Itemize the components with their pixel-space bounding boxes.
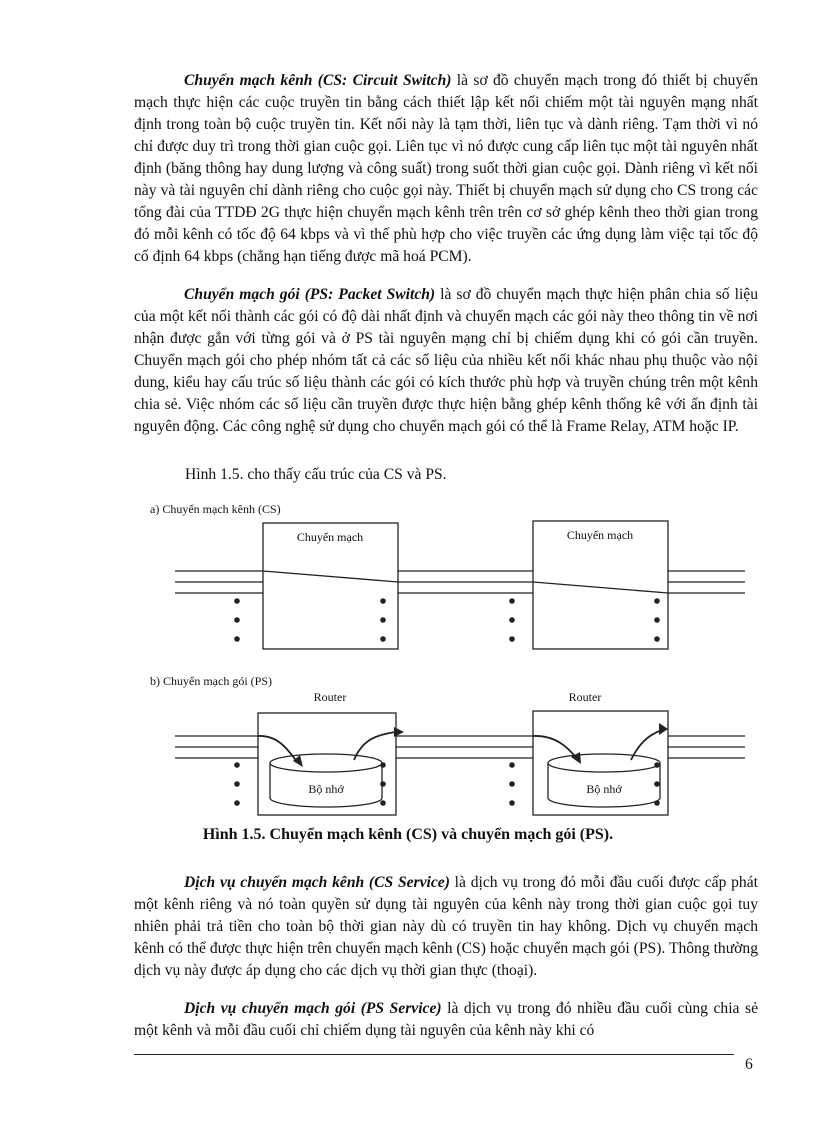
paragraph-body: là dịch vụ trong đó mỗi đầu cuối được cấp phát một kênh riêng và nó toàn quyền sử dụng tài nguyên của kênh này trong thời gian cuộc gọi tuy nhiên phải trả tiền cho toàn bộ thời gian này dù có truyền tin hay không. Dịch vụ chuyển mạch kênh có thể được thực hiện trên chuyển mạch kênh (CS) hoặc chuyển mạch gói (PS). Thông thường dịch vụ này được áp dụng cho các dịch vụ thời gian thực (thoại). — [134, 874, 758, 979]
term-cs-service: Dịch vụ chuyển mạch kênh (CS Service) — [184, 874, 450, 891]
term-ps-service: Dịch vụ chuyển mạch gói (PS Service) — [184, 1000, 442, 1017]
page-number: 6 — [745, 1056, 753, 1073]
ps-router-label-2: Router — [568, 690, 602, 704]
paragraph-circuit-switch — [134, 70, 758, 268]
cs-trunk-lines — [175, 571, 745, 593]
cs-ellipsis-dots — [234, 598, 660, 642]
paragraph-ps-service — [134, 998, 758, 1042]
term-packet-switch: Chuyển mạch gói (PS: Packet Switch) — [184, 286, 436, 303]
figure-caption: Hình 1.5. Chuyển mạch kênh (CS) và chuyển mạch gói (PS). — [202, 826, 614, 843]
ps-section-label: b) Chuyển mạch gói (PS) — [150, 674, 272, 688]
cs-section-label: a) Chuyển mạch kênh (CS) — [150, 502, 281, 516]
figure-cs-ps-diagram — [140, 495, 760, 825]
memory-cylinder-2 — [548, 754, 660, 807]
cs-switch-label-2: Chuyển mạch — [566, 528, 634, 542]
paragraph-body: là sơ đồ chuyển mạch trong đó thiết bị chuyển mạch thực hiện các cuộc truyền tin bằng cách thiết lập kết nối chiếm một tài nguyên mạng nhất định trong toàn bộ cuộc truyền tin. Kết nối này là tạm thời, liên tục và dành riêng. Tạm thời vì nó chỉ được duy trì trong thời gian cuộc gọi. Liên tục vì nó được cung cấp liên tục một tài nguyên nhất định (băng thông hay dung lượng và công suất) trong suốt thời gian cuộc gọi. Dành riêng vì kết nối này và tài nguyên chỉ dành riêng cho cuộc gọi này. Thiết bị chuyển mạch sử dụng cho CS trong các tổng đài của TTDĐ 2G thực hiện chuyển mạch kênh trên trên cơ sở ghép kênh theo thời gian trong đó mỗi kênh có tốc độ 64 kbps và vì thế phù hợp cho việc truyền các ứng dụng làm việc tại tốc độ cố định 64 kbps (chẳng hạn tiếng được mã hoá PCM). — [134, 72, 758, 265]
paragraph-body: là sơ đồ chuyển mạch thực hiện phân chia số liệu của một kết nối thành các gói có độ dài nhất định và chuyển mạch các gói này theo thông tin về nơi nhận được gắn với từng gói và ở PS tài nguyên mạng chỉ bị chiếm dụng khi có gói cần truyền. Chuyển mạch gói cho phép nhóm tất cả các số liệu của nhiều kết nối khác nhau phụ thuộc vào nội dung, kiểu hay cấu trúc số liệu thành các gói có kích thước phù hợp và truyền chúng trên một kênh chia sẻ. Việc nhóm các số liệu cần truyền được thực hiện bằng ghép kênh thống kê với ấn định tài nguyên động. Các công nghệ sử dụng cho chuyển mạch gói có thể là Frame Relay, ATM hoặc IP. — [134, 286, 758, 435]
paragraph-cs-service — [134, 872, 758, 982]
memory-label-1: Bộ nhớ — [308, 782, 344, 796]
cs-switch-label-1: Chuyển mạch — [296, 530, 364, 544]
memory-cylinder-1 — [270, 754, 382, 807]
figure-intro: Hình 1.5. cho thấy cấu trúc của CS và PS. — [185, 466, 447, 483]
paragraph-packet-switch — [134, 284, 758, 438]
memory-label-2: Bộ nhớ — [586, 782, 622, 796]
term-circuit-switch: Chuyển mạch kênh (CS: Circuit Switch) — [184, 72, 452, 89]
paragraph-body: là dịch vụ trong đó nhiều đầu cuối cùng chia sẻ một kênh và mỗi đầu cuối chỉ chiếm dụng tài nguyên của kênh này khi có — [134, 1000, 758, 1039]
footer-divider — [134, 1054, 734, 1055]
ps-trunk-lines — [175, 736, 745, 758]
ps-router-label-1: Router — [313, 690, 347, 704]
